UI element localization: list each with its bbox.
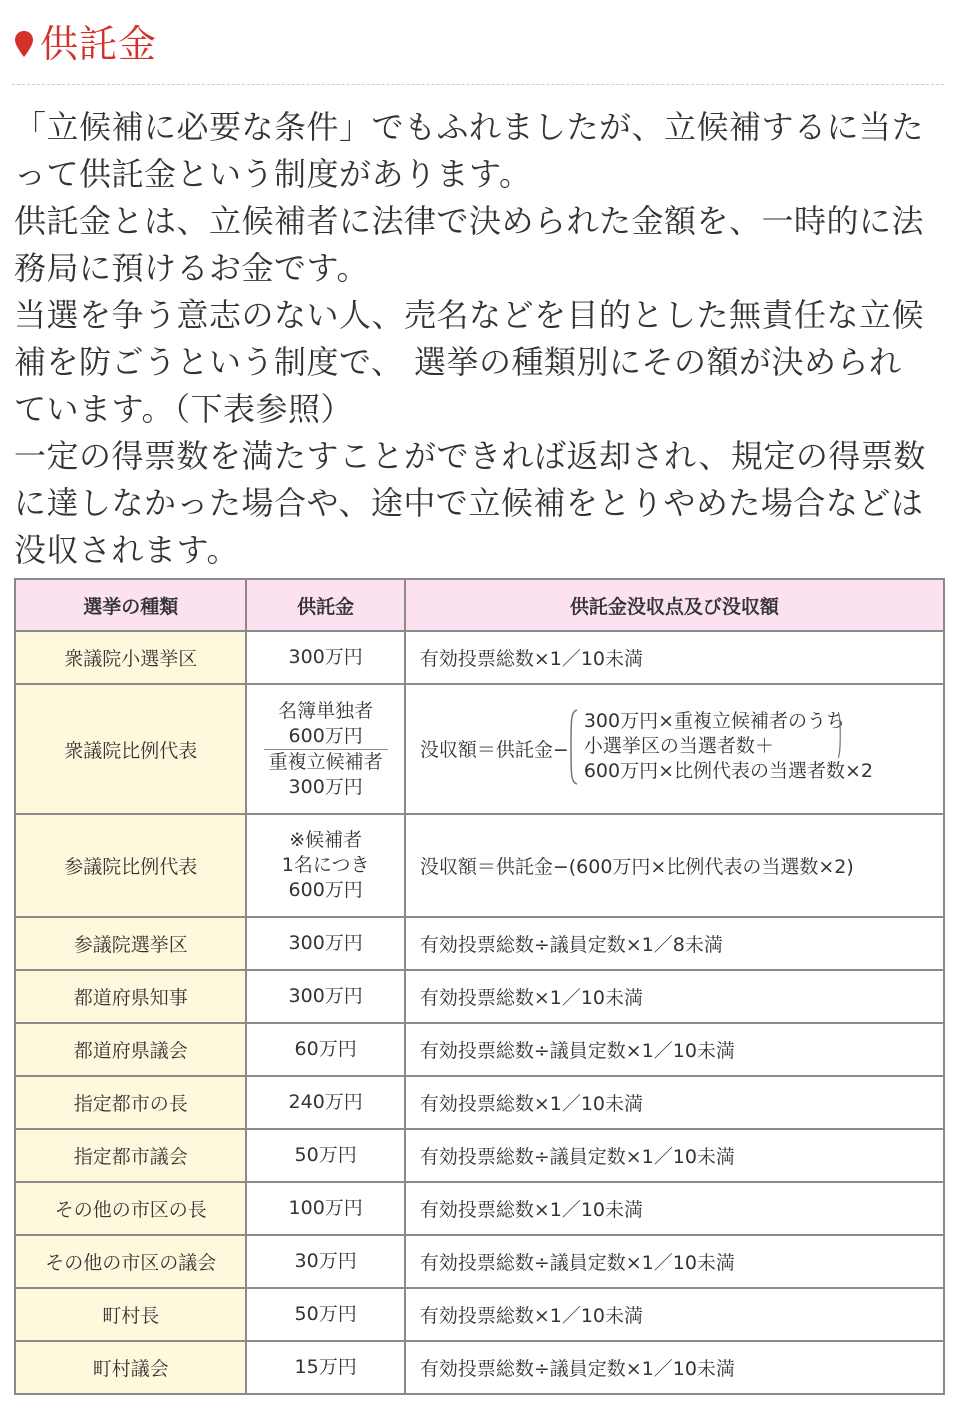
deposit-dual-label: 重複立候補者	[268, 750, 383, 773]
election-type-cell: 都道府県知事	[15, 970, 246, 1023]
confiscation-cell: 有効投票総数×1／10未満	[405, 631, 944, 684]
deposit-cell: 100万円	[246, 1182, 404, 1235]
header-deposit: 供託金	[246, 579, 404, 631]
intro-line: 一定の得票数を満たすことができれば返却され、規定の得票数	[14, 437, 926, 475]
confiscation-cell: 有効投票総数÷議員定数×1／8未満	[405, 917, 944, 970]
formula-line: 300万円×重複立候補者のうち	[583, 710, 845, 732]
table-header-row	[15, 579, 944, 631]
formula-lines	[584, 709, 873, 784]
election-type-cell: その他の市区の長	[15, 1182, 246, 1235]
deposit-dual-amount: 300万円	[288, 775, 363, 798]
confiscation-cell: 有効投票総数÷議員定数×1／10未満	[405, 1129, 944, 1182]
confiscation-cell: 有効投票総数×1／10未満	[405, 1076, 944, 1129]
title-divider	[12, 84, 944, 85]
intro-line: 「立候補に必要な条件」でもふれましたが、立候補するに当た	[14, 108, 925, 146]
deposit-cell: 15万円	[246, 1341, 404, 1394]
election-type-cell: 参議院選挙区	[15, 917, 246, 970]
formula-lead: 没収額＝供託金−	[419, 739, 569, 761]
deposit-sole-list-amount: 600万円	[288, 724, 363, 747]
page-title: 供託金	[40, 22, 158, 66]
table-row	[15, 631, 944, 684]
intro-line: 当選を争う意志のない人、売名などを目的とした無責任な立候	[14, 296, 925, 334]
deposit-line: ※候補者	[289, 829, 363, 851]
table-row	[15, 1182, 944, 1235]
confiscation-cell: 没収額＝供託金−(600万円×比例代表の当選数×2)	[405, 814, 944, 917]
deposit-line: 1名につき	[281, 854, 370, 876]
open-brace-icon	[568, 709, 578, 785]
deposit-cell	[246, 684, 404, 814]
table-row	[15, 1076, 944, 1129]
confiscation-cell: 有効投票総数×1／10未満	[405, 1182, 944, 1235]
table-row	[15, 814, 944, 917]
intro-line: 没収されます。	[14, 531, 239, 569]
election-type-cell: 指定都市の長	[15, 1076, 246, 1129]
deposit-cell: 50万円	[246, 1288, 404, 1341]
confiscation-formula	[420, 685, 943, 813]
close-bracket-icon	[838, 711, 842, 759]
deposit-cell: 60万円	[246, 1023, 404, 1076]
deposit-cell	[246, 814, 404, 917]
confiscation-cell: 有効投票総数÷議員定数×1／10未満	[405, 1235, 944, 1288]
election-type-cell: 参議院比例代表	[15, 814, 246, 917]
intro-line: って供託金という制度があります。	[14, 155, 532, 193]
confiscation-cell: 有効投票総数÷議員定数×1／10未満	[405, 1341, 944, 1394]
formula-line: 600万円×比例代表の当選者数×2	[583, 760, 874, 782]
election-type-cell: その他の市区の議会	[15, 1235, 246, 1288]
deposit-table	[14, 578, 945, 1395]
election-type-cell: 町村議会	[15, 1341, 246, 1394]
formula-line: 小選挙区の当選者数＋	[583, 735, 774, 757]
header-election-type: 選挙の種類	[15, 579, 246, 631]
intro-line: 務局に預けるお金です。	[14, 249, 369, 287]
deposit-cell: 240万円	[246, 1076, 404, 1129]
table-row	[15, 684, 944, 814]
table-row	[15, 970, 944, 1023]
intro-text	[14, 104, 946, 574]
intro-line: 供託金とは、立候補者に法律で決められた金額を、一時的に法	[14, 202, 925, 240]
deposit-cell: 30万円	[246, 1235, 404, 1288]
deposit-cell: 300万円	[246, 917, 404, 970]
deposit-cell: 50万円	[246, 1129, 404, 1182]
deposit-cell: 300万円	[246, 970, 404, 1023]
intro-line: 補を防ごうという制度で、 選挙の種類別にその額が決められ	[14, 343, 902, 381]
table-row	[15, 917, 944, 970]
deposit-sole-list-label: 名簿単独者	[278, 699, 374, 722]
table-row	[15, 1023, 944, 1076]
header-confiscation: 供託金没収点及び没収額	[405, 579, 944, 631]
table-row	[15, 1341, 944, 1394]
election-type-cell: 都道府県議会	[15, 1023, 246, 1076]
confiscation-cell: 有効投票総数÷議員定数×1／10未満	[405, 1023, 944, 1076]
confiscation-cell: 有効投票総数×1／10未満	[405, 1288, 944, 1341]
election-type-cell: 町村長	[15, 1288, 246, 1341]
table-row	[15, 1288, 944, 1341]
deposit-cell: 300万円	[246, 631, 404, 684]
confiscation-cell: 有効投票総数×1／10未満	[405, 970, 944, 1023]
confiscation-cell	[405, 684, 944, 814]
election-type-cell: 衆議院小選挙区	[15, 631, 246, 684]
table-row	[15, 1129, 944, 1182]
intro-line: ています。（下表参照）	[14, 390, 353, 428]
page-header	[0, 0, 956, 86]
intro-line: に達しなかった場合や、途中で立候補をとりやめた場合などは	[14, 484, 924, 522]
map-pin-icon	[13, 30, 35, 58]
election-type-cell: 指定都市議会	[15, 1129, 246, 1182]
table-row	[15, 1235, 944, 1288]
deposit-line: 600万円	[288, 879, 363, 901]
election-type-cell: 衆議院比例代表	[15, 684, 246, 814]
